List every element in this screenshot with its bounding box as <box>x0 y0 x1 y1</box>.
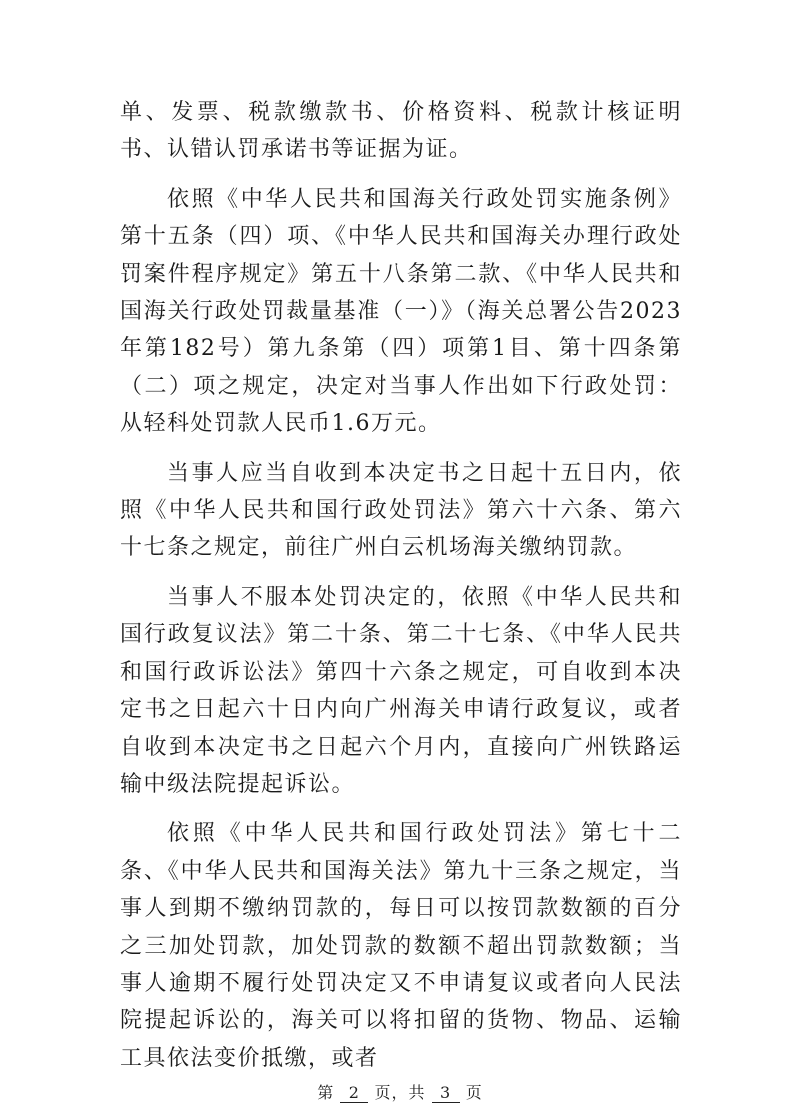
paragraph-evidence-continuation: 单、发票、税款缴款书、价格资料、税款计核证明书、认错认罚承诺书等证据为证。 <box>120 100 682 163</box>
paragraph-appeal-rights: 当事人不服本处罚决定的，依照《中华人民共和国行政复议法》第二十条、第二十七条、《中华人民共和国行政诉讼法》第四十六条之规定，可自收到本决定书之日起六十日内向广州海关申请行政复议，或者自收到本决定书之日起六个月内，直接向广州铁路运输中级法院提起诉讼。 <box>120 584 682 797</box>
current-page-number: 2 <box>340 1084 368 1103</box>
paragraph-late-payment: 依照《中华人民共和国行政处罚法》第七十二条、《中华人民共和国海关法》第九十三条之规定，当事人到期不缴纳罚款的，每日可以按罚款数额的百分之三加处罚款，加处罚款的数额不超出罚款数额；当事人逾期不履行处罚决定又不申请复议或者向人民法院提起诉讼的，海关可以将扣留的货物、物品、运输工具依法变价抵缴，或者 <box>120 821 682 1071</box>
paragraph-penalty-decision: 依照《中华人民共和国海关行政处罚实施条例》第十五条（四）项、《中华人民共和国海关办理行政处罚案件程序规定》第五十八条第二款、《中华人民共和国海关行政处罚裁量基准（一）》（海关总署公告2023年第182号）第九条第（四）项第1目、第十四条第（二）项之规定，决定对当事人作出如下行政处罚：从轻科处罚款人民币1.6万元。 <box>120 186 682 437</box>
paragraph-payment-instruction: 当事人应当自收到本决定书之日起十五日内，依照《中华人民共和国行政处罚法》第六十六条、第六十七条之规定，前往广州白云机场海关缴纳罚款。 <box>120 460 682 561</box>
footer-middle: 页，共 <box>374 1083 426 1102</box>
page-footer <box>0 1080 800 1103</box>
total-page-count: 3 <box>432 1084 460 1103</box>
footer-suffix: 页 <box>465 1083 483 1102</box>
document-body <box>120 94 682 1077</box>
footer-prefix: 第 <box>317 1083 335 1102</box>
